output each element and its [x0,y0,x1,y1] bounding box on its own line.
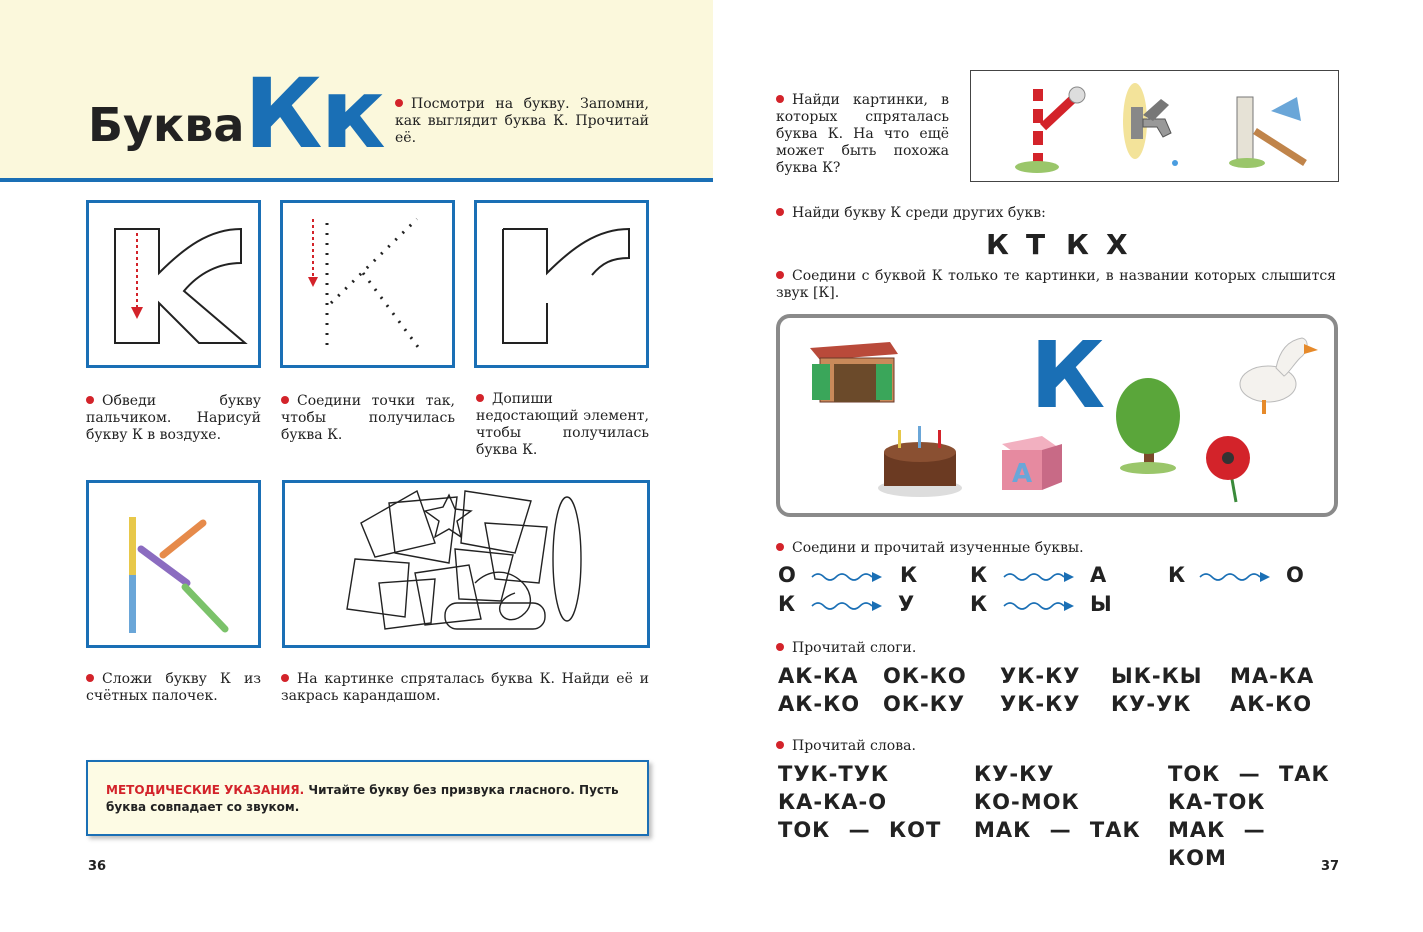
bullet-icon [476,394,484,402]
pair-left-letter[interactable]: К [778,592,797,616]
word[interactable]: МАК — ТАК [974,818,1141,842]
dotted-k-icon [283,203,452,365]
intro-text: Посмотри на букву. Запомни, как выглядит буква К. Прочитай её. [395,96,649,146]
syllable[interactable]: ЫК-КЫ [1111,664,1203,688]
pair-right-letter[interactable]: Ы [1090,592,1113,616]
abc-block-icon[interactable] [1002,436,1062,490]
word[interactable]: КУ-КУ [974,762,1055,786]
shed-icon[interactable] [810,342,898,402]
task-hidden: На картинке спряталась буква К. Найди её и закрась карандашом. [281,671,649,704]
bullet-icon [776,208,784,216]
svg-text:А: А [1012,459,1033,489]
wavy-arrow-icon [1002,598,1076,612]
syllable[interactable]: КУ-УК [1111,692,1192,716]
trace-letter-box[interactable] [86,200,261,368]
pair-left-letter[interactable]: О [778,563,797,587]
pair-left-letter[interactable]: К [1168,563,1187,587]
connect-pictures-panel [776,314,1338,517]
syllable[interactable]: АК-КА [778,664,859,688]
syllable[interactable]: АК-КО [1230,692,1313,716]
task-sticks: Сложи букву К из счётных палочек. [86,671,261,704]
task-connect: Соедини с буквой К только те картинки, в названии которых слышится звук [К]. [776,268,1336,301]
task-connect-read: Соедини и прочитай изученные буквы. [776,540,1336,557]
bullet-icon [776,741,784,749]
task-words: Прочитай слова. [776,738,1336,755]
sticks-letter-box[interactable] [86,480,261,648]
bullet-icon [86,674,94,682]
faucet-icon [1123,83,1178,166]
page-number-right: 37 [1321,859,1340,874]
cake-icon[interactable] [878,426,962,497]
pair-left-letter[interactable]: К [970,592,989,616]
header-rule [0,178,713,182]
task-trace: Обведи букву пальчиком. Нарисуй букву К в воздухе. [86,393,261,443]
word[interactable]: КО-МОК [974,790,1080,814]
note-heading: МЕТОДИЧЕСКИЕ УКАЗАНИЯ. [106,783,305,797]
road-sign-icon [1015,87,1085,173]
word[interactable]: ТУК-ТУК [778,762,890,786]
pair-right-letter[interactable]: А [1090,563,1108,587]
complete-letter-box[interactable] [474,200,649,368]
word[interactable]: КА-ТОК [1168,790,1266,814]
syllable[interactable]: ОК-КО [883,664,967,688]
tree-icon[interactable] [1116,378,1180,474]
letter-item[interactable]: К [986,228,1010,261]
letter-item[interactable]: Х [1106,228,1129,261]
task-complete: Допиши недостающий элемент, чтобы получилась буква К. [476,391,649,458]
hidden-letter-box[interactable] [282,480,650,648]
task-find-pictures: Найди картинки, в которых спряталась буква К. На что ещё может быть похожа буква К? [776,92,949,176]
task-find-letter: Найди букву К среди других букв: [776,205,1336,222]
pair-row-1 [778,563,1338,593]
letters-row [986,228,1146,261]
tangled-shapes-icon [285,483,647,645]
word[interactable]: КА-КА-О [778,790,888,814]
word[interactable]: ТОК — ТАК [1168,762,1330,786]
note-text: Читайте букву без призвука гласного. Пусть буква совпадает со звуком. [106,783,619,814]
bullet-icon [281,396,289,404]
poppy-icon[interactable] [1206,436,1250,502]
word[interactable]: МАК — КОМ [1168,818,1266,870]
bullet-icon [776,643,784,651]
pair-right-letter[interactable]: О [1286,563,1305,587]
counting-sticks-icon [89,483,258,645]
pair-right-letter[interactable]: У [898,592,916,616]
title-letters: Кк [244,58,384,170]
wavy-arrow-icon [1002,569,1076,583]
bullet-icon [86,396,94,404]
pair-left-letter[interactable]: К [970,563,989,587]
syllable[interactable]: АК-КО [778,692,861,716]
bullet-icon [281,674,289,682]
syllables-grid [778,662,1338,722]
bullet-icon [776,543,784,551]
big-letter-k: К [1030,322,1106,429]
task-syllables: Прочитай слоги. [776,640,1336,657]
wavy-arrow-icon [1198,569,1272,583]
pair-row-2 [778,592,1338,622]
word[interactable]: ТОК — КОТ [778,818,942,842]
goose-icon[interactable] [1240,338,1318,414]
syllable[interactable]: ОК-КУ [883,692,966,716]
syllable[interactable]: УК-КУ [1000,664,1081,688]
letter-item[interactable]: Т [1026,228,1047,261]
dotted-letter-box[interactable] [280,200,455,368]
k-pictures-frame [970,70,1339,182]
syllable[interactable]: УК-КУ [1000,692,1081,716]
task-dots: Соедини точки так, чтобы получилась буква К. [281,393,455,443]
letter-item[interactable]: К [1066,228,1090,261]
bullet-icon [776,95,784,103]
bullet-icon [776,271,784,279]
page-title: Буква [88,98,245,152]
outline-k-icon [89,203,258,365]
axe-log-icon [1229,97,1305,168]
pair-right-letter[interactable]: К [900,563,919,587]
wavy-arrow-icon [810,598,884,612]
page-number-left: 36 [88,859,107,874]
syllable[interactable]: МА-КА [1230,664,1315,688]
methodical-note [86,760,649,836]
wavy-arrow-icon [810,569,884,583]
partial-k-icon [477,203,646,365]
bullet-icon [395,99,403,107]
